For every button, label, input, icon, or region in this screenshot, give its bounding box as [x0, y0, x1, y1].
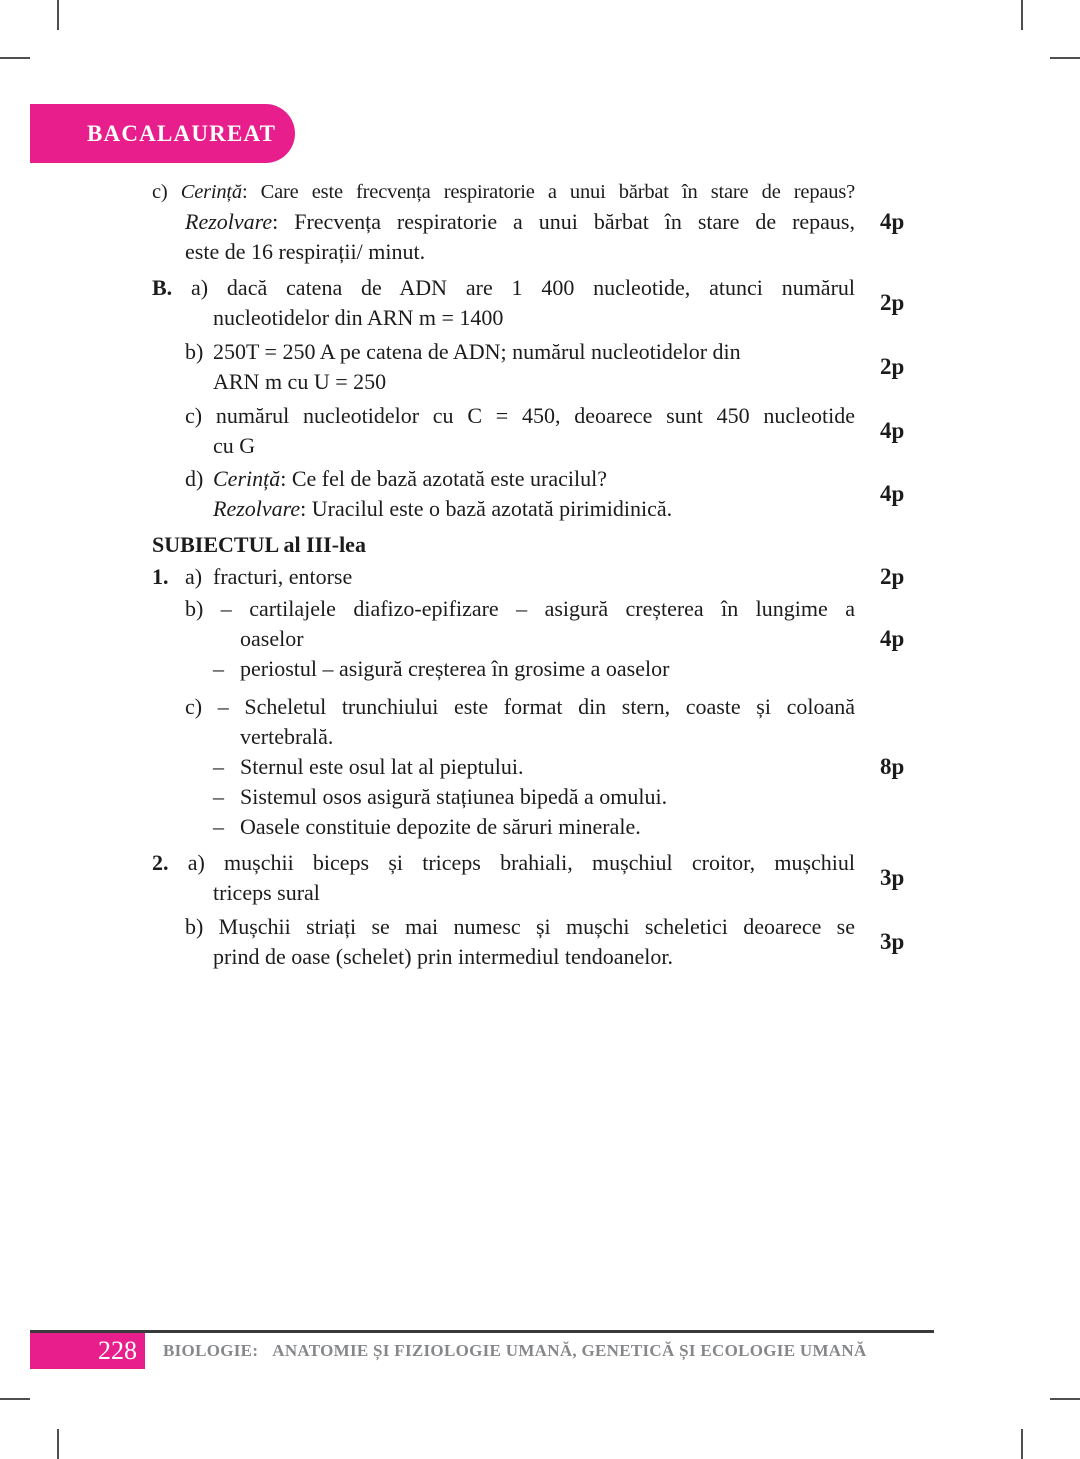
points-value: 4p — [880, 209, 905, 234]
crop-mark-bottom-right-horizontal — [1050, 1398, 1080, 1400]
crop-mark-bottom-left-horizontal — [0, 1398, 30, 1400]
points-value: 2p — [880, 354, 905, 379]
crop-mark-bottom-right-vertical — [1021, 1429, 1023, 1459]
page-number: 228 — [98, 1336, 137, 1365]
text-line: d) Cerință: Ce fel de bază azotată este uracilul? — [185, 466, 607, 491]
text-line: ARN m cu U = 250 — [213, 369, 387, 394]
bacalaureat-badge-label: BACALAUREAT — [87, 121, 277, 146]
crop-mark-top-left-vertical — [57, 0, 59, 30]
text-line: – Oasele constituie depozite de săruri minerale. — [213, 814, 641, 839]
text-line: nucleotidelor din ARN m = 1400 — [213, 305, 504, 330]
text-line: 1. a) fracturi, entorse — [152, 564, 353, 589]
points-value: 4p — [880, 418, 905, 443]
text-line: cu G — [213, 433, 256, 458]
text-line: este de 16 respirații/ minut. — [185, 239, 426, 264]
bacalaureat-badge — [30, 104, 295, 163]
footer-subtitle: ANATOMIE ȘI FIZIOLOGIE UMANĂ, GENETICĂ ȘI ECOLOGIE UMANĂ — [272, 1341, 867, 1360]
points-value: 2p — [880, 564, 905, 589]
points-value: 8p — [880, 754, 905, 779]
text-line: 2. a) mușchii biceps și triceps brahiali, mușchiul croitor, mușchiul — [152, 850, 855, 875]
text-line: Rezolvare: Frecvența respiratorie a unui bărbat în stare de repaus, — [185, 209, 855, 234]
points-value: 2p — [880, 290, 905, 315]
text-line: – Sistemul osos asigură stațiunea bipedă a omului. — [213, 784, 668, 809]
text-line: b) 250T = 250 A pe catena de ADN; numărul nucleotidelor din — [185, 339, 741, 364]
points-value: 3p — [880, 929, 905, 954]
crop-mark-bottom-left-vertical — [57, 1429, 59, 1459]
points-value: 4p — [880, 626, 905, 651]
text-line: vertebrală. — [240, 724, 334, 749]
page-number-box — [30, 1333, 145, 1369]
text-line: b) Mușchii striați se mai numesc și mușchi scheletici deoarece se — [185, 914, 855, 939]
footer-subject: BIOLOGIE: — [163, 1341, 259, 1360]
text-line: B. a) dacă catena de ADN are 1 400 nucleotide, atunci numărul — [152, 275, 856, 300]
section-heading: SUBIECTUL al III-lea — [152, 532, 366, 557]
answer-key-text — [152, 177, 855, 972]
crop-mark-top-left-horizontal — [0, 57, 30, 59]
footer-book-title — [163, 1333, 867, 1369]
text-line: c) Cerință: Care este frecvența respiratorie a unui bărbat în stare de repaus? — [152, 181, 855, 203]
text-line: Rezolvare: Uracilul este o bază azotată pirimidinică. — [213, 496, 673, 521]
points-value: 3p — [880, 865, 905, 890]
text-line: triceps sural — [213, 880, 320, 905]
text-line: oaselor — [240, 626, 304, 651]
text-line: prind de oase (schelet) prin intermediul tendoanelor. — [213, 944, 674, 969]
text-line: b) – cartilajele diafizo-epifizare – asigură creșterea în lungime a — [185, 596, 855, 621]
points-value: 4p — [880, 481, 905, 506]
crop-mark-top-right-vertical — [1021, 0, 1023, 30]
text-line: – periostul – asigură creșterea în grosime a oaselor — [213, 656, 670, 681]
text-line: c) – Scheletul trunchiului este format din stern, coaste și coloană — [185, 694, 855, 719]
crop-mark-top-right-horizontal — [1050, 57, 1080, 59]
text-line: c) numărul nucleotidelor cu C = 450, deoarece sunt 450 nucleotide — [185, 403, 855, 428]
text-line: – Sternul este osul lat al pieptului. — [213, 754, 524, 779]
